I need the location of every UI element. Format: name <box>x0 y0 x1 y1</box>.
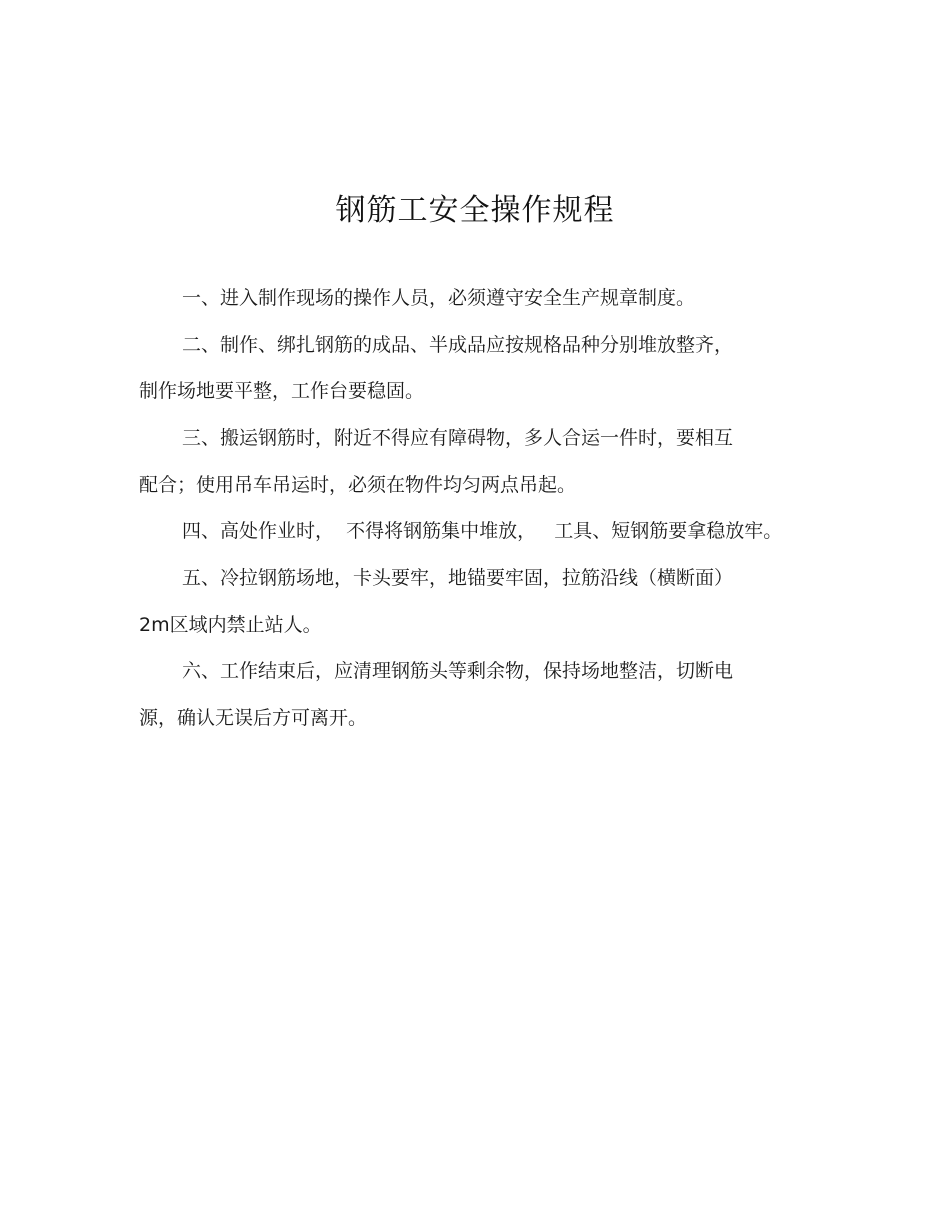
rule-6-line-2: 源，确认无误后方可离开。 <box>139 707 368 729</box>
rule-6-line-1: 六、工作结束后，应清理钢筋头等剩余物，保持场地整洁，切断电 <box>182 660 734 682</box>
rule-5-line-1: 五、冷拉钢筋场地，卡头要牢，地锚要牢固，拉筋沿线（横断面） <box>182 567 734 589</box>
rule-2-line-1: 二、制作、绑扎钢筋的成品、半成品应按规格品种分别堆放整齐， <box>182 334 734 356</box>
rule-1-line-1: 一、进入制作现场的操作人员，必须遵守安全生产规章制度。 <box>182 287 696 309</box>
document-title: 钢筋工安全操作规程 <box>335 193 615 228</box>
rule-4-line-1: 四、高处作业时， 不得将钢筋集中堆放， 工具、短钢筋要拿稳放牢。 <box>182 520 783 542</box>
rule-5-line-2: 2m区域内禁止站人。 <box>139 614 322 636</box>
rule-2-line-2: 制作场地要平整，工作台要稳固。 <box>139 380 425 402</box>
rule-3-line-2: 配合；使用吊车吊运时，必须在物件均匀两点吊起。 <box>139 474 577 496</box>
rule-3-line-1: 三、搬运钢筋时，附近不得应有障碍物，多人合运一件时，要相互 <box>182 427 734 449</box>
